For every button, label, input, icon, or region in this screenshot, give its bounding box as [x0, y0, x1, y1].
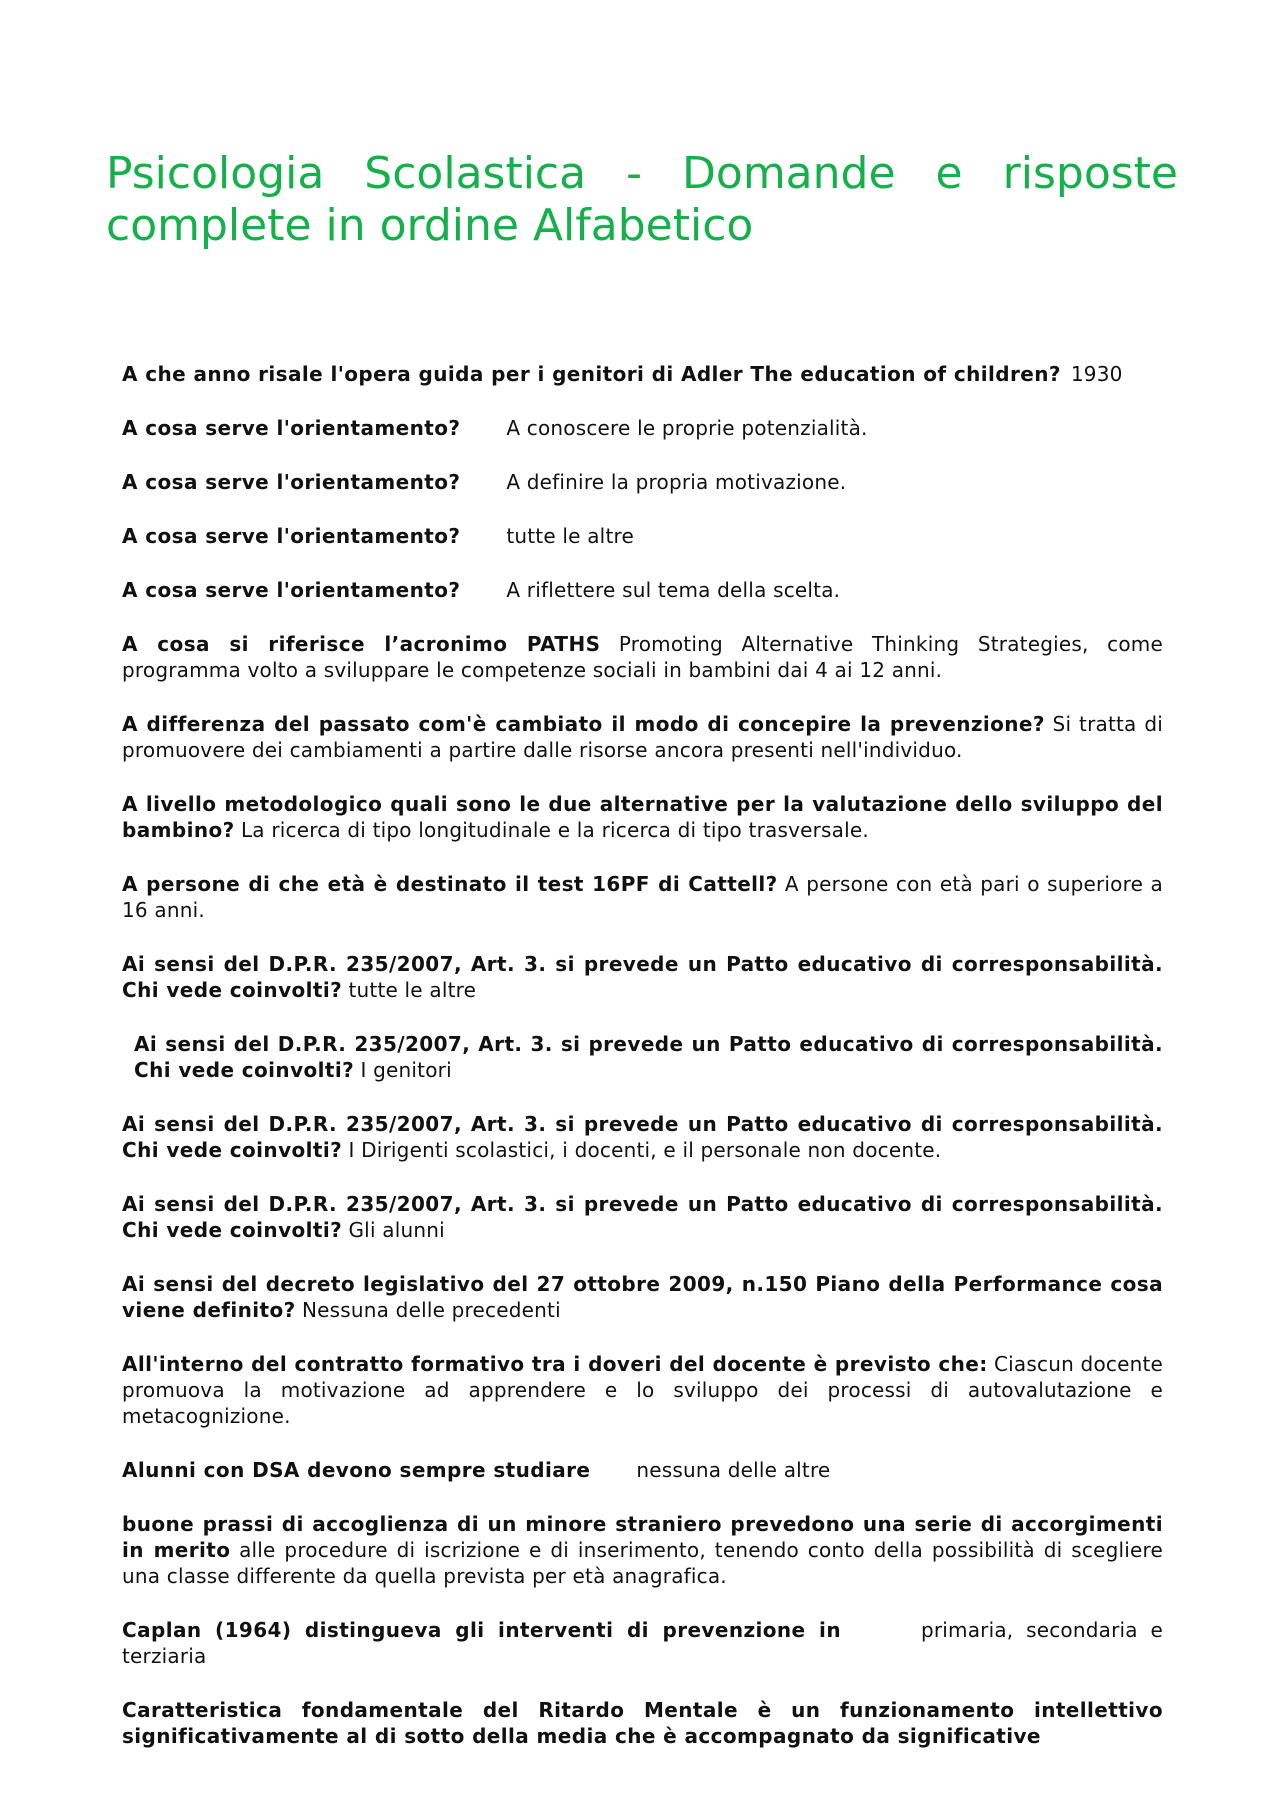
qa-item	[122, 415, 1163, 441]
answer-text: tutte le altre	[348, 978, 477, 1002]
question-text: buone prassi di accoglienza di un minore straniero prevedono una serie di accorgimenti in merito	[122, 1512, 1163, 1562]
answer-text: Gli alunni	[348, 1218, 445, 1242]
answer-text: La ricerca di tipo longitudinale e la ricerca di tipo trasversale.	[240, 818, 869, 842]
qa-list	[122, 361, 1163, 1777]
question-text: A cosa serve l'orientamento?	[122, 524, 461, 548]
question-text: A cosa serve l'orientamento?	[122, 416, 461, 440]
qa-item	[122, 871, 1163, 923]
question-text: Ai sensi del decreto legislativo del 27 ottobre 2009, n.150 Piano della Performance cosa viene definito?	[122, 1272, 1163, 1322]
question-text: A cosa serve l'orientamento?	[122, 470, 461, 494]
answer-text: Nessuna delle precedenti	[302, 1298, 561, 1322]
answer-text: A conoscere le proprie potenzialità.	[506, 416, 868, 440]
question-text: A differenza del passato com'è cambiato il modo di concepire la prevenzione?	[122, 712, 1045, 736]
document-title: Psicologia Scolastica - Domande e risposte complete in ordine Alfabetico	[106, 148, 1178, 251]
answer-text: A riflettere sul tema della scelta.	[506, 578, 841, 602]
question-text: Alunni con DSA devono sempre studiare	[122, 1458, 591, 1482]
question-text: A cosa serve l'orientamento?	[122, 578, 461, 602]
answer-text: nessuna delle altre	[636, 1458, 831, 1482]
answer-text: I Dirigenti scolastici, i docenti, e il personale non docente.	[348, 1138, 942, 1162]
question-text: Ai sensi del D.P.R. 235/2007, Art. 3. si prevede un Patto educativo di corresponsabilità. Chi vede coinvolti?	[134, 1032, 1163, 1082]
question-text: Caratteristica fondamentale del Ritardo Mentale è un funzionamento intellettivo significativamente al di sotto della media che è accompagnato da significative	[122, 1698, 1163, 1748]
qa-item	[122, 1271, 1163, 1323]
question-text: Ai sensi del D.P.R. 235/2007, Art. 3. si prevede un Patto educativo di corresponsabilità. Chi vede coinvolti?	[122, 952, 1163, 1002]
qa-item	[122, 1511, 1163, 1589]
question-text: A che anno risale l'opera guida per i genitori di Adler The education of children?	[122, 362, 1061, 386]
qa-item	[122, 951, 1163, 1003]
answer-text: primaria, secondaria e terziaria	[122, 1618, 1163, 1668]
qa-item	[122, 577, 1163, 603]
qa-item	[122, 361, 1163, 387]
qa-item	[122, 711, 1163, 763]
qa-item	[122, 1111, 1163, 1163]
qa-item	[122, 1351, 1163, 1429]
question-text: Ai sensi del D.P.R. 235/2007, Art. 3. si prevede un Patto educativo di corresponsabilità. Chi vede coinvolti?	[122, 1192, 1163, 1242]
qa-item	[122, 469, 1163, 495]
qa-item	[122, 1457, 1163, 1483]
qa-item	[122, 1617, 1163, 1669]
answer-text: alle procedure di iscrizione e di inserimento, tenendo conto della possibilità di scegliere una classe differente da quella prevista per età anagrafica.	[122, 1538, 1163, 1588]
answer-text: A definire la propria motivazione.	[506, 470, 847, 494]
question-text: Caplan (1964) distingueva gli interventi di prevenzione in	[122, 1618, 841, 1642]
question-text: A persone di che età è destinato il test 16PF di Cattell?	[122, 872, 778, 896]
qa-item	[122, 1031, 1163, 1083]
qa-item	[122, 1697, 1163, 1749]
qa-item	[122, 791, 1163, 843]
question-text: A livello metodologico quali sono le due alternative per la valutazione dello sviluppo del bambino?	[122, 792, 1163, 842]
question-text: Ai sensi del D.P.R. 235/2007, Art. 3. si prevede un Patto educativo di corresponsabilità. Chi vede coinvolti?	[122, 1112, 1163, 1162]
answer-text: 1930	[1070, 362, 1123, 386]
answer-text: Si tratta di promuovere dei cambiamenti a partire dalle risorse ancora presenti nell'individuo.	[122, 712, 1163, 762]
qa-item	[122, 1191, 1163, 1243]
question-text: All'interno del contratto formativo tra i doveri del docente è previsto che:	[122, 1352, 988, 1376]
answer-text: Ciascun docente promuova la motivazione ad apprendere e lo sviluppo dei processi di autovalutazione e metacognizione.	[122, 1352, 1163, 1428]
qa-item	[122, 523, 1163, 549]
answer-text: I genitori	[360, 1058, 452, 1082]
qa-item	[122, 631, 1163, 683]
answer-text: tutte le altre	[506, 524, 634, 548]
answer-text: Promoting Alternative Thinking Strategies, come programma volto a sviluppare le competenze sociali in bambini dai 4 ai 12 anni.	[122, 632, 1163, 682]
question-text: A cosa si riferisce l’acronimo PATHS	[122, 632, 601, 656]
answer-text: A persone con età pari o superiore a 16 anni.	[122, 872, 1163, 922]
